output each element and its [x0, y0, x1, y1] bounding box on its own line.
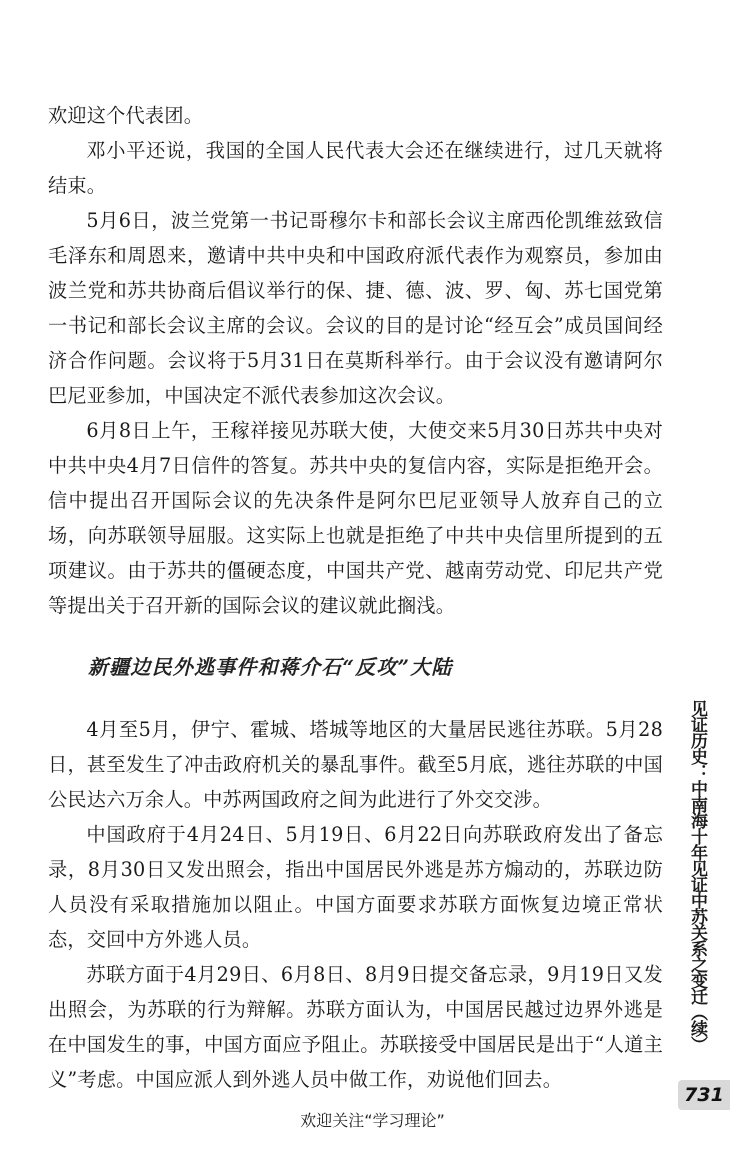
page-number: 731: [678, 1080, 730, 1110]
paragraph-4: 6月8日上午，王稼祥接见苏联大使，大使交来5月30日苏共中央对中共中央4月7日信件的答复。苏共中央的复信内容，实际是拒绝开会。信中提出召开国际会议的先决条件是阿尔巴尼亚领导人放弃自己的立场，向苏联领导屈服。这实际上也就是拒绝了中共中央信里所提到的五项建议。由于苏共的僵硬态度，中国共产党、越南劳动党、印尼共产党等提出关于召开新的国际会议的建议就此搁浅。: [48, 419, 663, 617]
body-text: [48, 98, 663, 1097]
paragraph-3: 5月6日，波兰党第一书记哥穆尔卡和部长会议主席西伦凯维兹致信毛泽东和周恩来，邀请中共中央和中国政府派代表作为观察员，参加由波兰党和苏共协商后倡议举行的保、捷、德、波、罗、匈、苏七国党第一书记和部长会议主席的会议。会议的目的是讨论“经互会”成员国间经济合作问题。会议将于5月31日在莫斯科举行。由于会议没有邀请阿尔巴尼亚参加，中国决定不派代表参加这次会议。: [48, 209, 663, 407]
footer-watermark-text: 欢迎关注“学习理论”: [300, 1111, 445, 1130]
paragraph-7: 苏联方面于4月29日、6月8日、8月9日提交备忘录，9月19日又发出照会，为苏联的行为辩解。苏联方面认为，中国居民越过边界外逃是在中国发生的事，中国方面应予阻止。苏联接受中国居民是出于“人道主义”考虑。中国应派人到外逃人员中做工作，劝说他们回去。: [48, 963, 663, 1091]
running-book-title: 见证历史：中南海十年见证中苏关系之变迁（续）: [687, 700, 707, 1052]
paragraph-2: 邓小平还说，我国的全国人民代表大会还在继续进行，过几天就将结束。: [48, 139, 663, 197]
paragraph-6: 中国政府于4月24日、5月19日、6月22日向苏联政府发出了备忘录，8月30日又发出照会，指出中国居民外逃是苏方煽动的，苏联边防人员没有采取措施加以阻止。中国方面要求苏联方面恢复边境正常状态，交回中方外逃人员。: [48, 823, 663, 951]
paragraph-1: 欢迎这个代表团。: [48, 104, 204, 127]
paragraph-5: 4月至5月，伊宁、霍城、塔城等地区的大量居民逃往苏联。5月28日，甚至发生了冲击政府机关的暴乱事件。截至5月底，逃往苏联的中国公民达六万余人。中苏两国政府之间为此进行了外交交涉。: [48, 718, 663, 811]
section-heading: 新疆边民外逃事件和蒋介石“反攻”大陆: [88, 655, 453, 679]
